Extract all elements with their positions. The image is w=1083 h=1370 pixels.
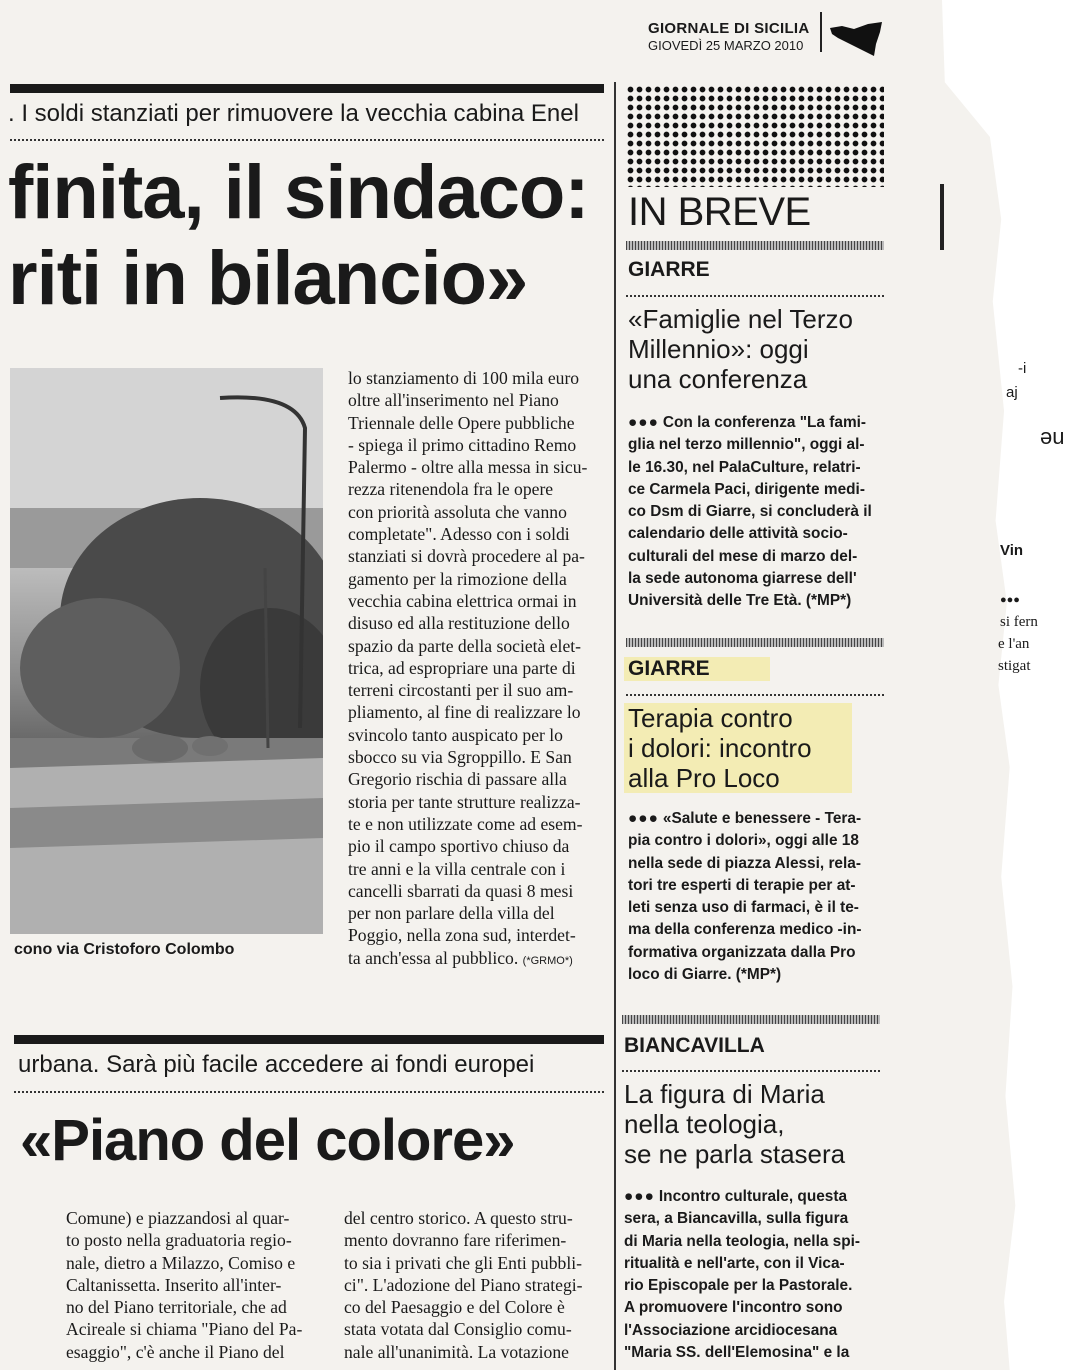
article-bottom-kicker: urbana. Sarà più facile accedere ai fondi europei <box>18 1051 535 1078</box>
edge-fragment: Vin <box>1000 542 1024 559</box>
text-line: nella sede di piazza Alessi, rela- <box>628 854 861 872</box>
article-photo <box>10 368 323 934</box>
text-line: rezza ritenendola fra le opere <box>348 479 554 500</box>
article-kicker: . I soldi stanziati per rimuovere la vecchia cabina Enel <box>8 100 579 127</box>
bottom-kicker-divider <box>14 1091 604 1093</box>
text-line: calendario delle attività socio- <box>628 525 848 543</box>
edge-fragment: aj <box>1006 384 1018 401</box>
text-line: ●●● «Salute e benessere - Tera- <box>628 810 862 827</box>
text-line: pio il campo sportivo chiuso da <box>348 836 570 857</box>
text-line: Comune) e piazzandosi al quar- <box>66 1208 290 1228</box>
text-line: no del Piano territoriale, che ad <box>66 1297 287 1318</box>
text-line: ●●● Con la conferenza "La fami- <box>628 414 867 431</box>
street-scene-image <box>10 368 323 934</box>
text-line: tori tre esperti di terapie per at- <box>628 876 856 894</box>
text-line: co Dsm di Giarre, si concluderà il <box>628 503 872 521</box>
text-line: cancelli sbarrati da quasi 8 mesi <box>348 880 574 901</box>
text-line: stata votata dal Consiglio comu- <box>344 1319 572 1340</box>
text-line: sbocco su via Sgroppillo. E San <box>348 747 572 768</box>
article-headline-line-1: finita, il sindaco: <box>8 150 589 235</box>
in-breve-title: IN BREVE <box>628 190 811 234</box>
text-line: di Maria nella teologia, nella spi- <box>624 1232 861 1250</box>
text-line: tre anni e la villa centrale con i <box>348 858 566 879</box>
text-line: terreni circostanti per il suo am- <box>348 680 574 701</box>
section-hatch-divider <box>626 638 884 647</box>
article-bottom-headline: «Piano del colore» <box>20 1108 515 1173</box>
text-line: spazio da parte della società elet- <box>348 635 581 656</box>
article-headline-line-2: riti in bilancio» <box>8 236 528 321</box>
edge-fragment: ●●● <box>1000 594 1020 606</box>
text-line: loco di Giarre. (*MP*) <box>628 966 782 984</box>
brief-1-body <box>628 412 872 613</box>
text-line: vecchia cabina elettrica ormai in <box>348 590 577 611</box>
edge-fragment: si fern <box>1000 614 1038 630</box>
text-line: formativa organizzata dalla Pro <box>628 943 856 961</box>
brief-1-section: GIARRE <box>628 258 710 281</box>
text-line: la sede autonoma giarrese dell' <box>628 570 857 588</box>
text-line: pia contro i dolori», oggi alle 18 <box>628 832 859 850</box>
text-line: te e non utilizzate come ad esem- <box>348 813 583 834</box>
photo-caption: cono via Cristoforo Colombo <box>14 941 235 958</box>
text-line: to sia i privati che gli Enti pubbli- <box>344 1252 582 1273</box>
text-line: oltre all'inserimento nel Piano <box>348 390 559 411</box>
halftone-dots-decoration <box>626 85 884 187</box>
text-line: sera, a Biancavilla, sulla figura <box>624 1210 849 1228</box>
author-signature: (*GRMO*) <box>522 954 573 967</box>
brief-2-headline: Terapia contro i dolori: incontro alla Pro Loco <box>624 703 852 793</box>
bullet-icon: ●●● <box>628 810 659 827</box>
text-line: disuso ed alla restituzione dello <box>348 613 570 634</box>
edge-fragment: əu <box>1040 424 1065 449</box>
text-line: nale, dietro a Milazzo, Comiso e <box>66 1252 296 1273</box>
edge-fragment: e l'an <box>998 636 1030 652</box>
text-line: trica, ad espropriare una parte di <box>348 657 576 678</box>
article-bottom-rule <box>14 1035 604 1044</box>
kicker-divider <box>10 139 604 141</box>
text-line: esaggio", c'è anche il Piano del <box>66 1341 285 1362</box>
text-line: A promuovere l'incontro sono <box>624 1299 843 1317</box>
text-line: ta anch'essa al pubblico. (*GRMO*) <box>348 947 573 968</box>
text-line: del centro storico. A questo stru- <box>344 1208 573 1228</box>
column-rule <box>614 82 616 1370</box>
text-line: culturali del mese di marzo del- <box>628 547 858 565</box>
article-body-column <box>348 367 604 969</box>
text-line: rio Episcopale per la Pastorale. <box>624 1277 853 1295</box>
brief-1-divider <box>626 295 884 297</box>
brief-2-body <box>628 808 861 986</box>
text-line: completate". Adesso con i soldi <box>348 524 570 545</box>
article-top-rule <box>10 84 604 93</box>
text-line: l'Associazione arcidiocesana <box>624 1321 838 1339</box>
text-line: co del Paesaggio e del Colore è <box>344 1297 565 1318</box>
brief-3-body <box>624 1186 860 1364</box>
text-line: per non parlare della villa del <box>348 903 555 924</box>
text-line: Caltanissetta. Inserito all'inter- <box>66 1274 282 1295</box>
edge-rule <box>940 184 944 250</box>
text-line: ci". L'adozione del Piano strategi- <box>344 1274 583 1295</box>
text-line: stanziati si dovrà procedere al pa- <box>348 546 585 567</box>
bullet-icon: ●●● <box>624 1188 655 1205</box>
newspaper-name: GIORNALE DI SICILIA <box>648 20 810 37</box>
text-line: leti senza uso di farmaci, è il te- <box>628 899 859 917</box>
article-bottom-column-2 <box>344 1207 602 1363</box>
text-line: ma della conferenza medico -in- <box>628 921 862 939</box>
masthead-divider <box>820 12 822 52</box>
text-line: svincolo tanto auspicato per lo <box>348 724 563 745</box>
text-line: Poggio, nella zona sud, interdet- <box>348 925 576 946</box>
text-line: le 16.30, nel PalaCulture, relatri- <box>628 458 861 476</box>
text-line: Gregorio rischia di passare alla <box>348 769 567 790</box>
torn-paper-edge <box>942 0 1083 1370</box>
brief-2-section: GIARRE <box>624 657 770 681</box>
brief-1-headline: «Famiglie nel Terzo Millennio»: oggi una conferenza <box>628 304 853 394</box>
text-line: lo stanziamento di 100 mila euro <box>348 368 580 388</box>
text-line: Palermo - oltre alla messa in sicu- <box>348 457 588 478</box>
text-line: "Maria SS. dell'Elemosina" e la <box>624 1344 850 1362</box>
text-line: glia nel terzo millennio", oggi al- <box>628 436 865 454</box>
section-hatch-divider <box>626 241 884 250</box>
edge-fragment: stigat <box>998 658 1031 674</box>
brief-2-divider <box>626 694 884 696</box>
text-line: - spiega il primo cittadino Remo <box>348 434 577 455</box>
text-line: storia per tante strutture realizza- <box>348 791 581 812</box>
text-line: pliamento, al fine di realizzare lo <box>348 702 581 723</box>
text-line: to posto nella graduatoria regio- <box>66 1230 292 1251</box>
text-line: con priorità assoluta che vanno <box>348 501 567 522</box>
bullet-icon: ●●● <box>628 414 659 431</box>
text-line: nale all'unanimità. La votazione <box>344 1341 569 1362</box>
edge-fragment: -i <box>1018 360 1027 377</box>
text-line: Università delle Tre Età. (*MP*) <box>628 592 852 610</box>
text-line: mento dovranno fare riferimen- <box>344 1230 567 1251</box>
text-line: ritualità e nell'arte, con il Vica- <box>624 1254 845 1272</box>
issue-date: GIOVEDÌ 25 MARZO 2010 <box>648 38 804 53</box>
text-line: gamento per la rimozione della <box>348 568 567 589</box>
text-line: Acireale si chiama "Piano del Pa- <box>66 1319 303 1340</box>
text-line: ●●● Incontro culturale, questa <box>624 1188 848 1205</box>
brief-3-headline: La figura di Maria nella teologia, se ne parla stasera <box>624 1079 846 1169</box>
section-hatch-divider <box>622 1015 880 1024</box>
text-line: Triennale delle Opere pubbliche <box>348 412 575 433</box>
sicily-map-icon <box>828 18 884 58</box>
article-bottom-column-1 <box>66 1207 324 1363</box>
brief-3-section: BIANCAVILLA <box>624 1034 765 1057</box>
brief-3-divider <box>622 1070 880 1072</box>
text-line: ce Carmela Paci, dirigente medi- <box>628 480 865 498</box>
